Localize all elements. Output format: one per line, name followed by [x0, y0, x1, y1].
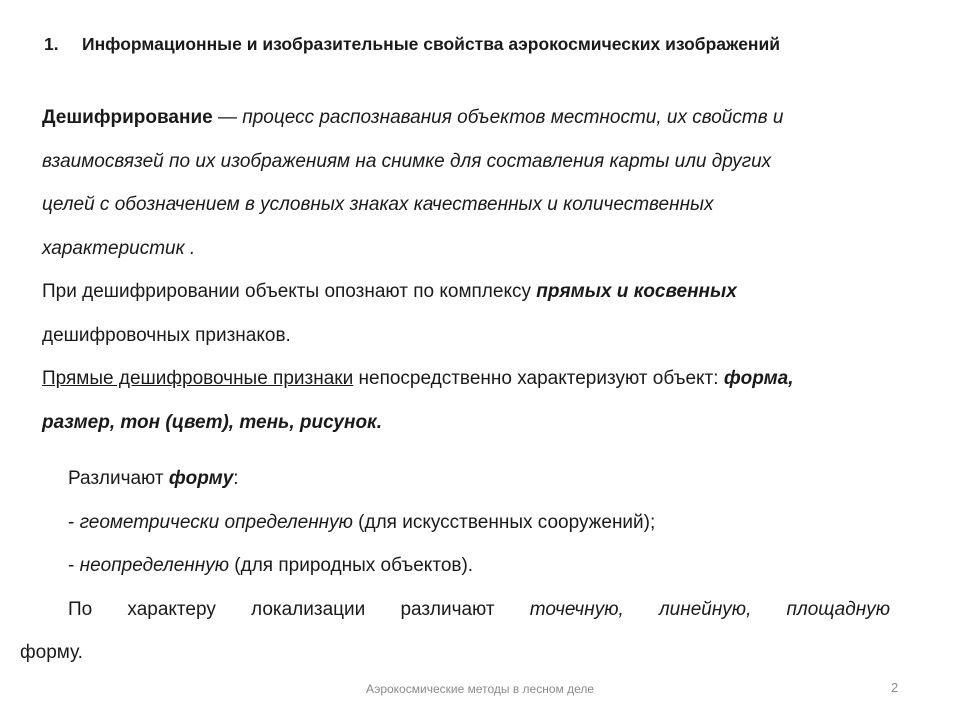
direct-line-1 [42, 357, 922, 401]
definition-line-2: взаимосвязей по их изображениям на снимке для составления карты или других [42, 150, 772, 172]
main-text-block [42, 96, 922, 444]
page-number: 2 [891, 680, 899, 695]
form-intro [20, 457, 890, 501]
form-intro-emphasis: форму [168, 468, 234, 489]
form-item-1-italic: геометрически определенную [79, 511, 353, 533]
form-item-1-rest: (для искусственных сооружений); [352, 511, 656, 533]
form-intro-colon: : [233, 468, 239, 489]
slide-heading [44, 34, 944, 55]
complex-line-2: дешифровочных признаков. [42, 324, 291, 346]
localization-line-1 [20, 588, 890, 632]
complex-emphasis: прямых и косвенных [536, 281, 737, 302]
definition-line-1 [42, 96, 922, 140]
form-intro-text: Различают [68, 468, 169, 489]
form-text-block [20, 457, 890, 675]
form-item-2-italic: неопределенную [79, 555, 229, 576]
direct-emphasis-1: форма, [723, 368, 794, 389]
localization-text: По характеру локализации различают [68, 598, 530, 620]
direct-line-2: размер, тон (цвет), тень, рисунок. [42, 411, 382, 433]
complex-line-1 [42, 270, 922, 314]
heading-text: Информационные и изобразительные свойства аэрокосмических изображений [82, 34, 781, 54]
direct-signs-underlined: Прямые дешифровочные признаки [42, 368, 354, 389]
localization-line-2: форму. [20, 642, 83, 663]
localization-italic: точечную, линейную, площадную [529, 598, 890, 620]
direct-text: непосредственно характеризуют объект: [353, 368, 724, 389]
definition-dash: — [212, 107, 243, 128]
form-item-1 [20, 501, 890, 545]
form-item-2-rest: (для природных объектов). [229, 555, 474, 576]
form-item-2-dash: - [68, 555, 80, 576]
complex-text: При дешифрировании объекты опознают по комплексу [42, 281, 537, 302]
heading-number: 1. [44, 34, 59, 54]
definition-text-1: процесс распознавания объектов местности, их свойств и [242, 107, 784, 128]
definition-term: Дешифрирование [42, 107, 213, 128]
definition-line-4: характеристик . [42, 237, 196, 259]
definition-line-3: целей с обозначением в условных знаках качественных и количественных [42, 194, 714, 215]
footer-title: Аэрокосмические методы в лесном деле [365, 682, 595, 696]
form-item-1-dash: - [68, 511, 80, 533]
form-item-2 [20, 544, 890, 588]
